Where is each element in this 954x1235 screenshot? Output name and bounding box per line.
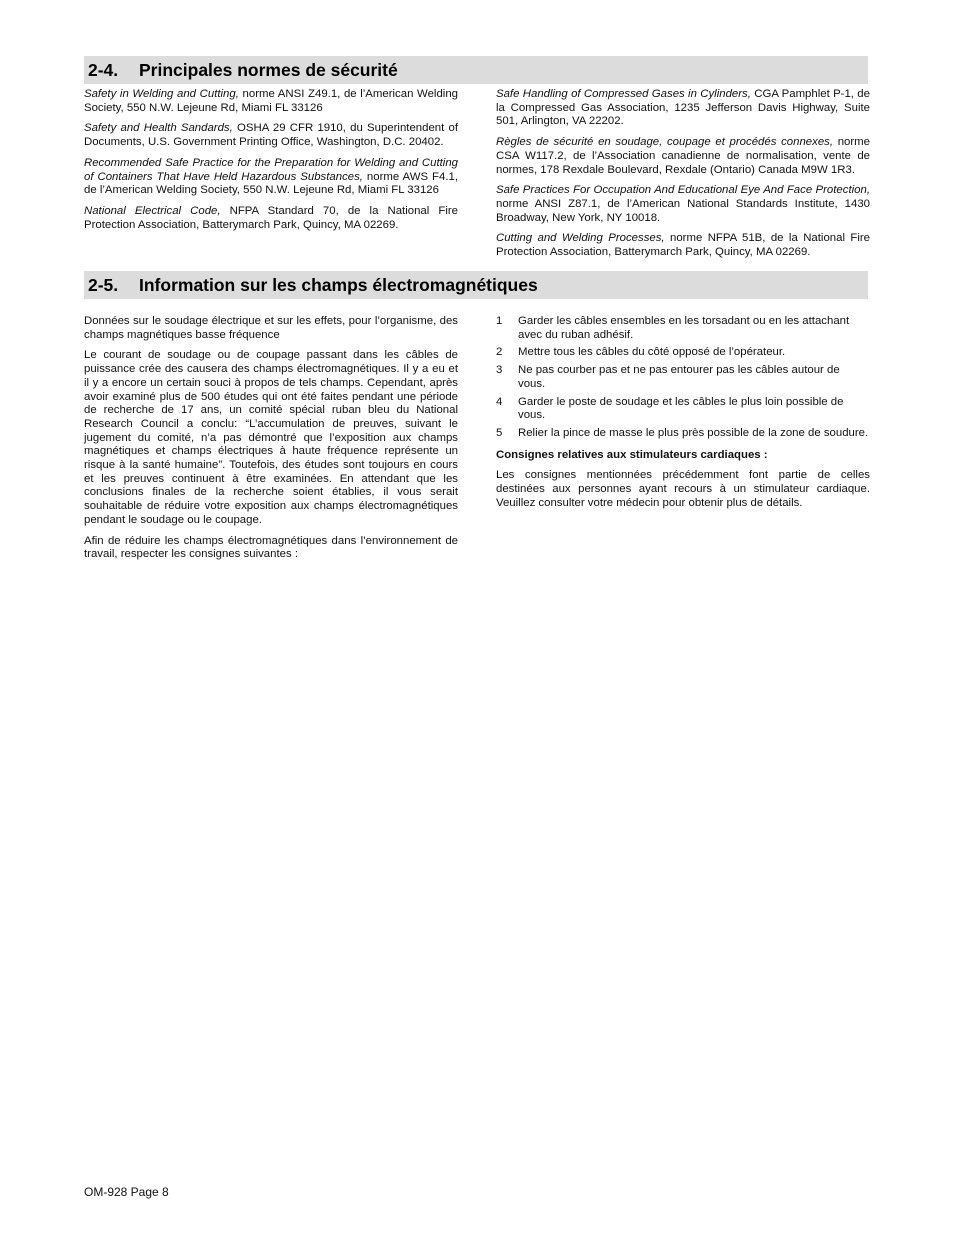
list-item-number: 2 bbox=[496, 346, 503, 359]
standard-title: Safe Handling of Compressed Gases in Cylinders, bbox=[496, 88, 751, 100]
section-2-5-header bbox=[84, 271, 868, 299]
standard-ref bbox=[84, 205, 458, 232]
standard-title: Safe Practices For Occupation And Educational Eye And Face Protection, bbox=[496, 184, 870, 197]
section-2-5-left-column bbox=[84, 315, 458, 569]
list-item bbox=[496, 427, 870, 441]
standard-details: norme NFPA 51B, de la National Fire Protection Association, Batterymarch Park, Quincy, MA 02269. bbox=[496, 232, 871, 259]
paragraph: Afin de réduire les champs électromagnétiques dans l’environnement de travail, respecter les consignes suivantes : bbox=[84, 534, 458, 561]
list-item bbox=[496, 315, 870, 342]
section-2-5-number: 2-5. bbox=[88, 275, 119, 295]
standard-details: OSHA 29 CFR 1910, du Superintendent of Documents, U.S. Government Printing Office, Washington, D.C. 20402. bbox=[84, 122, 458, 149]
section-2-4-right-column bbox=[496, 88, 870, 267]
standard-ref bbox=[84, 88, 458, 115]
list-item bbox=[496, 364, 870, 391]
standard-title: Règles de sécurité en soudage, coupage et procédés connexes, bbox=[496, 136, 834, 149]
list-item-number: 1 bbox=[496, 315, 503, 327]
standard-ref bbox=[84, 157, 458, 198]
standard-details: norme CSA W117.2, de l’Association canadienne de normalisation, vente de normes, 178 Rexdale Boulevard, Rexdale (Ontario) Canada M9W 1R3. bbox=[496, 136, 871, 176]
paragraph: Le courant de soudage ou de coupage passant dans les câbles de puissance crée des causera des champs électromagnétiques. Il y a eu et il y a encore un certain souci à propos de tels champs. Cependant, après avoir examiné plus de 500 études qui ont été faites pendant une période de recherche de 17 ans, un comité spécial ruban bleu du National Research Council a conclu: “L’accumulation de preuves, suivant le jugement du comité, n’a pas démontré que l’exposition aux champs magnétiques et champs électriques à haute fréquence représente un risque à la santé humaine”. Toutefois, des études sont toujours en cours et les preuves continuent à être examinées. En attendant que les conclusions finales de la recherche soient établies, il vous serait souhaitable de réduire votre exposition aux champs électromagnétiques pendant le soudage ou le coupage. bbox=[84, 349, 458, 526]
list-item-number: 5 bbox=[496, 426, 503, 439]
standard-details: norme ANSI Z49.1, de l’American Welding Society, 550 N.W. Lejeune Rd, Miami FL 33126 bbox=[84, 88, 458, 114]
list-item bbox=[496, 346, 870, 360]
standard-details: NFPA Standard 70, de la National Fire Protection Association, Batterymarch Park, Quincy, MA 02269. bbox=[84, 204, 458, 231]
section-2-4-title: Principales normes de sécurité bbox=[139, 60, 398, 80]
standard-ref bbox=[496, 232, 870, 259]
standard-title: Recommended Safe Practice for the Preparation for Welding and Cutting of Containers That Have Held Hazardous Substances, bbox=[84, 156, 458, 183]
list-item-text: Garder les câbles ensembles en les torsadant ou en les attachant avec du ruban adhésif. bbox=[518, 315, 850, 341]
standard-ref bbox=[84, 122, 458, 149]
list-item-text: Relier la pince de masse le plus près possible de la zone de soudure. bbox=[518, 426, 869, 439]
list-item-number: 3 bbox=[496, 364, 503, 377]
standard-details: norme ANSI Z87.1, de l’American National Standards Institute, 1430 Broadway, New York, NY 10018. bbox=[496, 197, 870, 224]
standard-details: norme AWS F4.1, de l’American Welding Society, 550 N.W. Lejeune Rd, Miami FL 33126 bbox=[84, 170, 459, 197]
list-item bbox=[496, 396, 870, 423]
list-item-text: Mettre tous les câbles du côté opposé de l’opérateur. bbox=[518, 346, 786, 359]
consignes-list bbox=[496, 315, 870, 441]
section-2-4-left-column bbox=[84, 88, 458, 239]
list-item-text: Ne pas courber pas et ne pas entourer pas les câbles autour de vous. bbox=[518, 364, 840, 390]
section-2-4-header bbox=[84, 56, 868, 84]
section-2-5-title: Information sur les champs électromagnétiques bbox=[139, 275, 538, 295]
paragraph: Données sur le soudage électrique et sur les effets, pour l’organisme, des champs magnétiques basse fréquence bbox=[84, 315, 458, 341]
standard-details: CGA Pamphlet P-1, de la Compressed Gas Association, 1235 Jefferson Davis Highway, Suite 501, Arlington, VA 22202. bbox=[496, 88, 870, 128]
standard-title: Safety and Health Sandards, bbox=[84, 122, 233, 135]
standard-ref bbox=[496, 136, 870, 177]
list-item-number: 4 bbox=[496, 395, 503, 408]
standard-title: National Electrical Code, bbox=[84, 204, 221, 217]
standard-ref bbox=[496, 184, 870, 225]
pacemaker-text: Les consignes mentionnées précédemment font partie de celles destinées aux personnes ayant recours à un stimulateur cardiaque. Veuillez consulter votre médecin pour obtenir plus de détails. bbox=[496, 469, 870, 509]
standard-title: Safety in Welding and Cutting, bbox=[84, 88, 239, 100]
list-item-text: Garder le poste de soudage et les câbles le plus loin possible de vous. bbox=[518, 395, 844, 422]
section-2-5-right-column bbox=[496, 315, 870, 517]
standard-ref bbox=[496, 88, 870, 129]
section-2-4-number: 2-4. bbox=[88, 60, 119, 80]
page-footer: OM-928 Page 8 bbox=[84, 1185, 169, 1199]
standard-title: Cutting and Welding Processes, bbox=[496, 232, 665, 245]
pacemaker-heading: Consignes relatives aux stimulateurs cardiaques : bbox=[496, 448, 768, 461]
